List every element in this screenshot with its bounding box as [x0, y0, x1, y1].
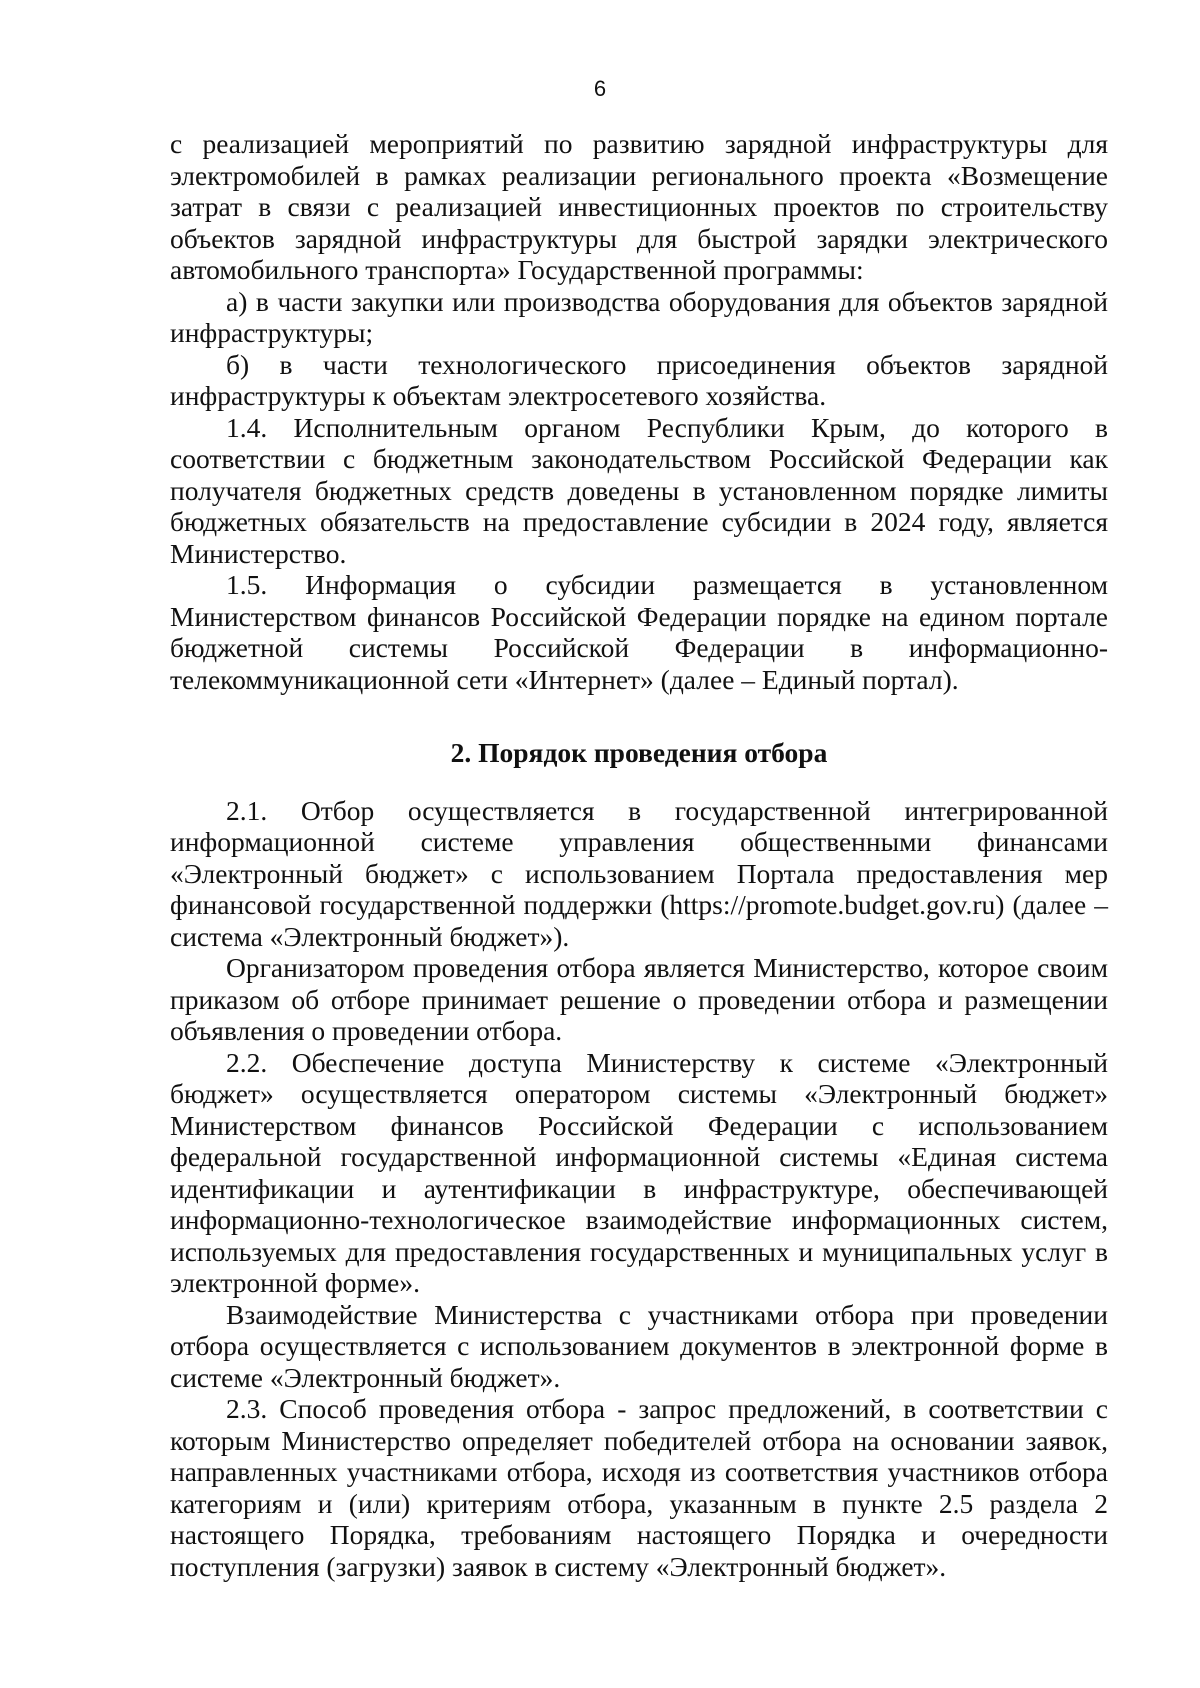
paragraph-2-2: 2.2. Обеспечение доступа Министерству к системе «Электронный бюджет» осуществляется оператором системы «Электронный бюджет» Министерством финансов Российской Федерации с использованием федеральной государственной информационной системы «Единая система идентификации и аутентификации в инфраструктуре, обеспечивающей информационно-технологическое взаимодействие информационных систем, используемых для предоставления государственных и муниципальных услуг в электронной форме». [170, 1046, 1108, 1298]
paragraph-1-4: 1.4. Исполнительным органом Республики Крым, до которого в соответствии с бюджетным законодательством Российской Федерации как получателя бюджетных средств доведены в установленном порядке лимиты бюджетных обязательств на предоставление субсидии в 2024 году, является Министерство. [170, 411, 1108, 569]
document-body [170, 128, 1108, 1582]
paragraph-2-3: 2.3. Способ проведения отбора - запрос предложений, в соответствии с которым Министерство определяет победителей отбора на основании заявок, направленных участниками отбора, исходя из соответствия участников отбора категориям и (или) критериям отбора, указанным в пункте 2.5 раздела 2 настоящего Порядка, требованиям настоящего Порядка и очередности поступления (загрузки) заявок в систему «Электронный бюджет». [170, 1393, 1108, 1582]
paragraph-item-a: а) в части закупки или производства оборудования для объектов зарядной инфраструктуры; [170, 285, 1108, 348]
paragraph-1-5: 1.5. Информация о субсидии размещается в установленном Министерством финансов Российской Федерации порядке на едином портале бюджетной системы Российской Федерации в информационно-телекоммуникационной сети «Интернет» (далее – Единый портал). [170, 569, 1108, 695]
paragraph-2-1: 2.1. Отбор осуществляется в государственной интегрированной информационной системе управления общественными финансами «Электронный бюджет» с использованием Портала предоставления мер финансовой государственной поддержки (https://promote.budget.gov.ru) (далее – система «Электронный бюджет»). [170, 794, 1108, 952]
paragraph-organizer: Организатором проведения отбора является Министерство, которое своим приказом об отборе принимает решение о проведении отбора и размещении объявления о проведении отбора. [170, 952, 1108, 1046]
paragraph-interaction: Взаимодействие Министерства с участниками отбора при проведении отбора осуществляется с использованием документов в электронной форме в системе «Электронный бюджет». [170, 1298, 1108, 1393]
paragraph-continuation: с реализацией мероприятий по развитию зарядной инфраструктуры для электромобилей в рамках реализации регионального проекта «Возмещение затрат в связи с реализацией инвестиционных проектов по строительству объектов зарядной инфраструктуры для быстрой зарядки электрического автомобильного транспорта» Государственной программы: [170, 128, 1108, 285]
section-heading: 2. Порядок проведения отбора [450, 737, 828, 768]
paragraph-item-b: б) в части технологического присоединения объектов зарядной инфраструктуры к объектам электросетевого хозяйства. [170, 348, 1108, 411]
page-number: 6 [593, 76, 607, 101]
